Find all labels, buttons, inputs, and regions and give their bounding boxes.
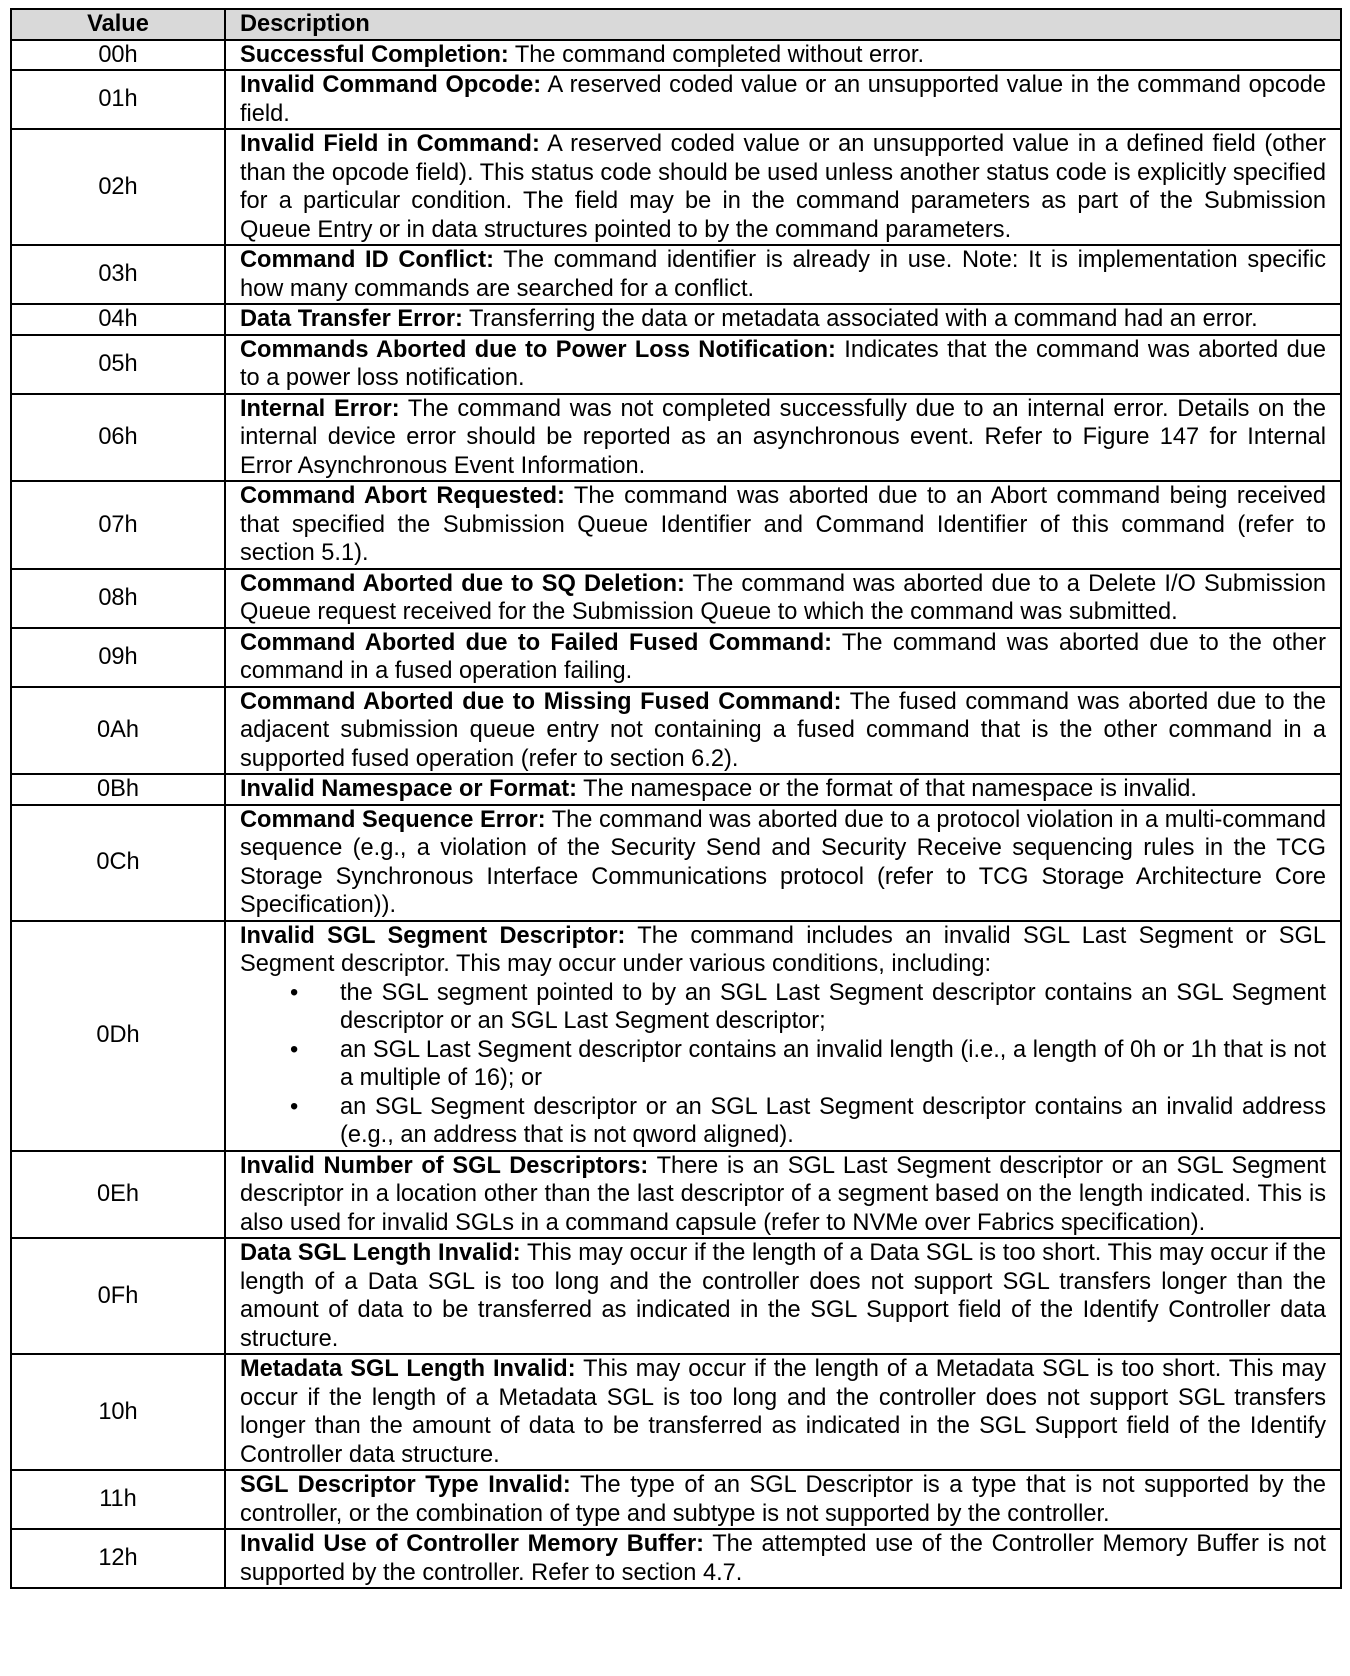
status-text: This may occur if the length of a Data SGL is too short. This may occur if the length of a Data SGL is too long and the controller does not support SGL transfers longer than the amount of data to be transferred as indicated in the SGL Support field of the Identify Controller data structure. — [240, 1240, 1326, 1352]
status-term: Invalid Command Opcode: — [240, 72, 542, 98]
status-term: Data Transfer Error: — [240, 306, 463, 332]
status-term: Command Aborted due to SQ Deletion: — [240, 570, 685, 597]
status-text: A reserved coded value or an unsupported value in the command opcode field. — [240, 72, 1326, 127]
description-paragraph — [240, 305, 1326, 334]
table-row — [11, 687, 1341, 775]
status-value-cell: 06h — [11, 394, 225, 482]
status-text: There is an SGL Last Segment descriptor or an SGL Segment descriptor in a location other than the last descriptor of a segment based on the length indicated. This is also used for invalid SGLs in a command capsule (refer to NVMe over Fabrics specification). — [240, 1152, 1326, 1236]
table-row — [11, 921, 1341, 1151]
status-value-cell: 02h — [11, 129, 225, 245]
status-text: The attempted use of the Controller Memory Buffer is not supported by the controller. Refer to section 4.7. — [240, 1531, 1326, 1586]
status-description-cell — [225, 335, 1341, 394]
status-term: Invalid Number of SGL Descriptors: — [240, 1152, 649, 1179]
status-value-cell: 10h — [11, 1354, 225, 1470]
status-text: This may occur if the length of a Metadata SGL is too short. This may occur if the length of a Metadata SGL is too long and the controller does not support SGL transfers longer than the amount of data to be transferred as indicated in the SGL Support field of the Identify Controller data structure. — [240, 1356, 1326, 1468]
status-term: Metadata SGL Length Invalid: — [240, 1356, 576, 1382]
description-paragraph — [240, 1239, 1326, 1353]
table-row — [11, 628, 1341, 687]
status-text: The namespace or the format of that namespace is invalid. — [576, 776, 1197, 802]
list-item — [290, 1036, 1326, 1093]
status-term: Internal Error: — [240, 395, 400, 422]
status-code-table — [10, 8, 1342, 1589]
status-value-cell: 04h — [11, 304, 225, 335]
table-row — [11, 569, 1341, 628]
status-text: A reserved coded value or an unsupported value in a defined field (other than the opcode field). This status code should be used unless another status code is explicitly specified for a particular condition. The field may be in the command parameters as part of the Submission Queue Entry or in data structures pointed to by the command parameters. — [240, 131, 1326, 243]
table-row — [11, 1238, 1341, 1354]
table-row — [11, 129, 1341, 245]
status-description-cell — [225, 1470, 1341, 1529]
table-row — [11, 805, 1341, 921]
status-value-cell: 07h — [11, 481, 225, 569]
status-term: Commands Aborted due to Power Loss Notification: — [240, 336, 836, 363]
description-paragraph — [240, 482, 1326, 568]
status-text: The command includes an invalid SGL Last Segment or SGL Segment descriptor. This may occur under various conditions, including: — [240, 922, 1326, 977]
status-text: Indicates that the command was aborted due to a power loss notification. — [240, 336, 1326, 391]
status-description-cell — [225, 245, 1341, 304]
status-code-document — [10, 8, 1340, 1589]
description-paragraph — [240, 130, 1326, 244]
list-item-text: an SGL Segment descriptor or an SGL Last Segment descriptor contains an invalid address (e.g., an address that is not qword aligned). — [340, 1093, 1326, 1148]
description-paragraph — [240, 395, 1326, 481]
table-row — [11, 774, 1341, 805]
description-paragraph — [240, 1355, 1326, 1469]
list-item-text: an SGL Last Segment descriptor contains an invalid length (i.e., a length of 0h or 1h that is not a multiple of 16); or — [340, 1036, 1326, 1091]
status-value-cell: 0Ch — [11, 805, 225, 921]
status-value-cell: 0Ah — [11, 687, 225, 775]
description-paragraph — [240, 775, 1326, 804]
status-term: Command Sequence Error: — [240, 806, 546, 833]
header-row — [11, 9, 1341, 40]
status-term: Command Abort Requested: — [240, 483, 565, 509]
status-value-cell: 05h — [11, 335, 225, 394]
status-text: The command was aborted due to a protocol violation in a multi-command sequence (e.g., a violation of the Security Send and Security Receive sequencing rules in the TCG Storage Synchronous Interface Communications protocol (refer to TCG Storage Architecture Core Specification)). — [240, 806, 1326, 918]
description-paragraph — [240, 1152, 1326, 1238]
status-description-cell — [225, 1151, 1341, 1239]
status-term: SGL Descriptor Type Invalid: — [240, 1472, 571, 1498]
status-text: The command was aborted due to the other command in a fused operation failing. — [240, 629, 1327, 684]
status-value-cell: 00h — [11, 40, 225, 71]
description-paragraph — [240, 336, 1326, 393]
status-text: The type of an SGL Descriptor is a type that is not supported by the controller, or the combination of type and subtype is not supported by the controller. — [240, 1472, 1326, 1527]
status-text: The command completed without error. — [508, 41, 925, 68]
status-description-cell — [225, 1354, 1341, 1470]
status-description-cell — [225, 687, 1341, 775]
status-text: The command was not completed successfully due to an internal error. Details on the internal device error should be reported as an asynchronous event. Refer to Figure 147 for Internal Error Asynchronous Event Information. — [240, 395, 1326, 479]
description-column-header: Description — [225, 9, 1341, 40]
status-value-cell: 11h — [11, 1470, 225, 1529]
status-term: Successful Completion: — [240, 41, 509, 68]
status-description-cell — [225, 394, 1341, 482]
status-value-cell: 0Eh — [11, 1151, 225, 1239]
list-item — [290, 979, 1326, 1036]
status-description-cell — [225, 40, 1341, 71]
description-paragraph — [240, 570, 1326, 627]
table-row — [11, 304, 1341, 335]
status-value-cell: 12h — [11, 1529, 225, 1588]
status-term: Command Aborted due to Failed Fused Command: — [240, 629, 832, 656]
table-row — [11, 245, 1341, 304]
value-column-header: Value — [11, 9, 225, 40]
table-row — [11, 1470, 1341, 1529]
status-description-cell — [225, 805, 1341, 921]
status-term: Command Aborted due to Missing Fused Command: — [240, 688, 842, 715]
status-description-cell — [225, 921, 1341, 1151]
description-paragraph — [240, 1530, 1326, 1587]
status-description-cell — [225, 304, 1341, 335]
bullet-icon: • — [290, 1036, 299, 1063]
status-value-cell: 0Fh — [11, 1238, 225, 1354]
status-value-cell: 01h — [11, 70, 225, 129]
status-description-cell — [225, 569, 1341, 628]
description-paragraph — [240, 246, 1326, 303]
status-description-cell — [225, 481, 1341, 569]
bullet-icon: • — [290, 979, 299, 1006]
status-value-cell: 09h — [11, 628, 225, 687]
status-value-cell: 08h — [11, 569, 225, 628]
status-term: Invalid Use of Controller Memory Buffer: — [240, 1531, 705, 1557]
status-value-cell: 0Bh — [11, 774, 225, 805]
description-paragraph — [240, 1471, 1326, 1528]
description-paragraph — [240, 71, 1326, 128]
status-text: The command was aborted due to a Delete I/O Submission Queue request received for the Submission Queue to which the command was submitted. — [240, 570, 1326, 625]
table-row — [11, 40, 1341, 71]
description-paragraph — [240, 922, 1326, 979]
status-term: Invalid SGL Segment Descriptor: — [240, 922, 626, 949]
status-term: Data SGL Length Invalid: — [240, 1240, 521, 1266]
list-item — [290, 1093, 1326, 1150]
status-description-cell — [225, 774, 1341, 805]
status-value-cell: 03h — [11, 245, 225, 304]
status-text: The command identifier is already in use. Note: It is implementation specific how many commands are searched for a conflict. — [240, 247, 1326, 302]
status-description-cell — [225, 129, 1341, 245]
status-term: Command ID Conflict: — [240, 247, 495, 273]
status-description-cell — [225, 628, 1341, 687]
table-row — [11, 481, 1341, 569]
status-term: Invalid Field in Command: — [240, 131, 540, 157]
table-row — [11, 70, 1341, 129]
list-item-text: the SGL segment pointed to by an SGL Last Segment descriptor contains an SGL Segment descriptor or an SGL Last Segment descriptor; — [340, 979, 1326, 1034]
description-paragraph — [240, 41, 1326, 70]
status-description-cell — [225, 70, 1341, 129]
description-paragraph — [240, 688, 1326, 774]
table-row — [11, 1151, 1341, 1239]
status-text: Transferring the data or metadata associated with a command had an error. — [462, 306, 1258, 332]
condition-list — [240, 979, 1326, 1150]
table-row — [11, 1529, 1341, 1588]
table-row — [11, 335, 1341, 394]
description-paragraph — [240, 629, 1326, 686]
table-row — [11, 1354, 1341, 1470]
status-text: The fused command was aborted due to the adjacent submission queue entry not containing a fused command that is the other command in a supported fused operation (refer to section 6.2). — [240, 688, 1327, 772]
status-description-cell — [225, 1529, 1341, 1588]
bullet-icon: • — [290, 1093, 299, 1120]
status-text: The command was aborted due to an Abort command being received that specified the Submission Queue Identifier and Command Identifier of this command (refer to section 5.1). — [240, 483, 1327, 566]
status-description-cell — [225, 1238, 1341, 1354]
table-row — [11, 394, 1341, 482]
status-term: Invalid Namespace or Format: — [240, 776, 577, 802]
status-value-cell: 0Dh — [11, 921, 225, 1151]
description-paragraph — [240, 806, 1326, 920]
